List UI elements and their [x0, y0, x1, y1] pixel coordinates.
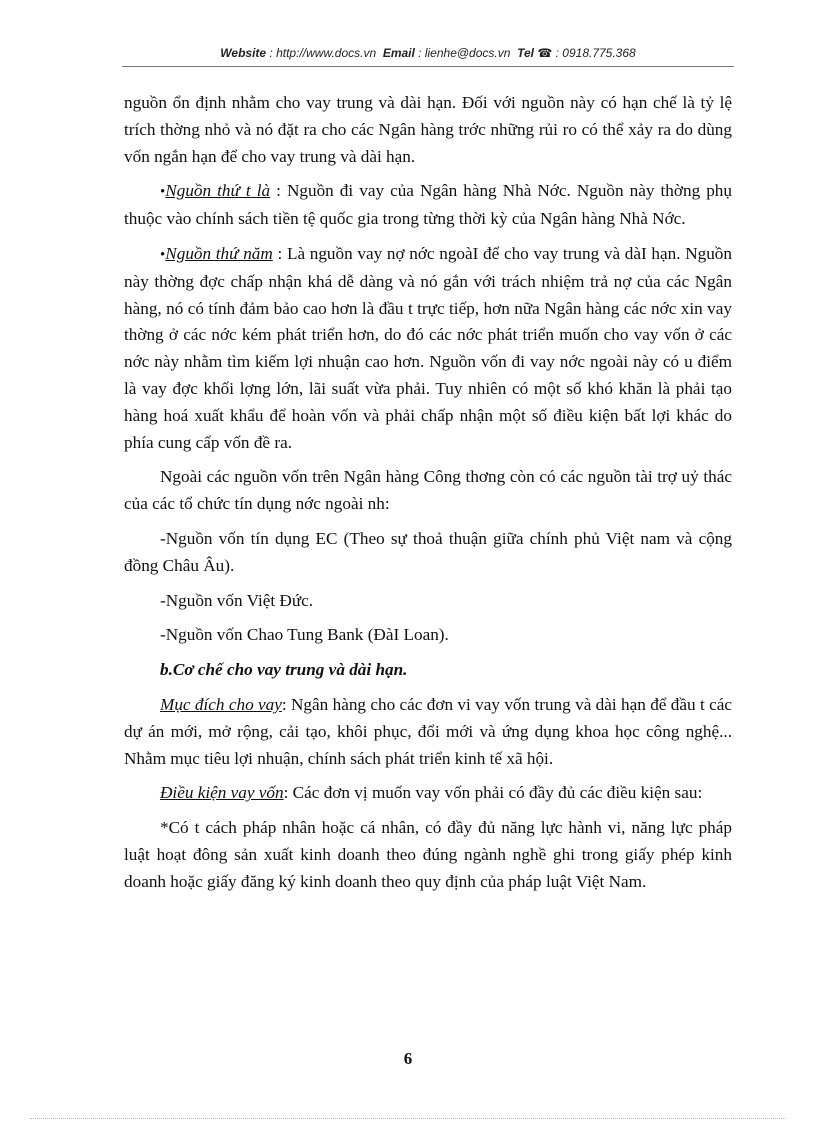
list-item: -Nguồn vốn Việt Đức.	[160, 590, 314, 610]
bullet-paragraph	[124, 241, 732, 456]
footer-divider	[30, 1118, 786, 1119]
website-label: Website	[220, 46, 267, 60]
labeled-paragraph	[124, 780, 732, 807]
bullet-icon: •	[160, 246, 166, 263]
bullet-icon: •	[160, 184, 166, 201]
section-label: Điều kiện vay vốn	[160, 783, 284, 803]
bullet-paragraph	[124, 178, 732, 233]
list-item: -Nguồn vốn Chao Tung Bank (ĐàI Loan).	[160, 625, 449, 645]
paragraph: Ngoài các nguồn vốn trên Ngân hàng Công thơng còn có các nguồn tài trợ uỷ thác của các tổ chức tín dụng nớc ngoài nh:	[124, 467, 732, 514]
paragraph-text: : Là nguồn vay nợ nớc ngoàI để cho vay trung và dàI hạn. Nguồn này thờng đợc chấp nhận khá dễ dàng và nó gắn với trách nhiệm trả nợ của các Ngân hàng, nó có tính đảm bảo cao hơn là đầu t trực tiếp, hơn nữa Ngân hàng các nớc xin vay thờng ở các nớc kém phát triển hơn, do đó các nớc phát triển muốn cho vay vốn ở các nớc này nhằm tìm kiếm lợi nhuận cao hơn. Nguồn vốn đi vay nớc ngoài này có u điểm là vay đợc khối lợng lớn, lãi suất vừa phải. Tuy nhiên có một số khó khăn là phải tạo hàng hoá xuất khẩu để hoàn vốn và phải chấp nhận một số điều kiện bất lợi khác do phía cung cấp vốn đề ra.	[124, 243, 732, 452]
paragraph-text: : Các đơn vị muốn vay vốn phải có đầy đủ các điều kiện sau:	[283, 783, 703, 803]
list-item: -Nguồn vốn tín dụng EC (Theo sự thoả thuận giữa chính phủ Việt nam và cộng đồng Châu Âu).	[124, 528, 732, 575]
email-label: Email	[382, 46, 415, 60]
paragraph-text: : Ngân hàng cho các đơn vi vay vốn trung và dài hạn để đầu t các dự án mới, mở rộng, cải tạo, khôi phục, đổi mới và ứng dụng khoa học công nghệ... Nhằm mục tiêu lợi nhuận, chính sách phát triển kinh tế xã hội.	[124, 694, 732, 768]
phone-icon: ☎	[537, 46, 553, 60]
labeled-paragraph	[124, 692, 732, 772]
document-body	[124, 90, 732, 904]
page-header	[122, 46, 734, 60]
website-value[interactable]: : http://www.docs.vn	[269, 46, 377, 60]
section-label: Nguồn thứ năm	[165, 243, 273, 263]
email-value[interactable]: : lienhe@docs.vn	[418, 46, 511, 60]
tel-value: : 0918.775.368	[555, 46, 636, 60]
tel-label: Tel	[517, 46, 534, 60]
paragraph: nguồn ổn định nhằm cho vay trung và dài hạn. Đối với nguồn này có hạn chế là tỷ lệ trích thờng nhỏ và nó đặt ra cho các Ngân hàng trớc những rủi ro có thể xảy ra do dùng vốn ngắn hạn để cho vay trung và dài hạn.	[124, 93, 732, 166]
page-number: 6	[403, 1049, 413, 1068]
section-heading: b.Cơ chế cho vay trung và dài hạn.	[160, 660, 408, 680]
section-label: Nguồn thứ t là	[165, 181, 271, 201]
section-label: Mục đích cho vay	[160, 694, 282, 714]
paragraph: *Có t cách pháp nhân hoặc cá nhân, có đầy đủ năng lực hành vi, năng lực pháp luật hoạt đông sản xuất kinh doanh theo đúng ngành nghề ghi trong giấy phép kinh doanh hoặc giấy đăng ký kinh doanh theo quy định của pháp luật Việt Nam.	[124, 818, 732, 891]
header-divider	[122, 66, 734, 67]
paragraph-text: : Nguồn đi vay của Ngân hàng Nhà Nớc. Nguồn này thờng phụ thuộc vào chính sách tiền tệ quốc gia trong từng thời kỳ của Ngân hàng Nhà Nớc.	[124, 181, 732, 229]
